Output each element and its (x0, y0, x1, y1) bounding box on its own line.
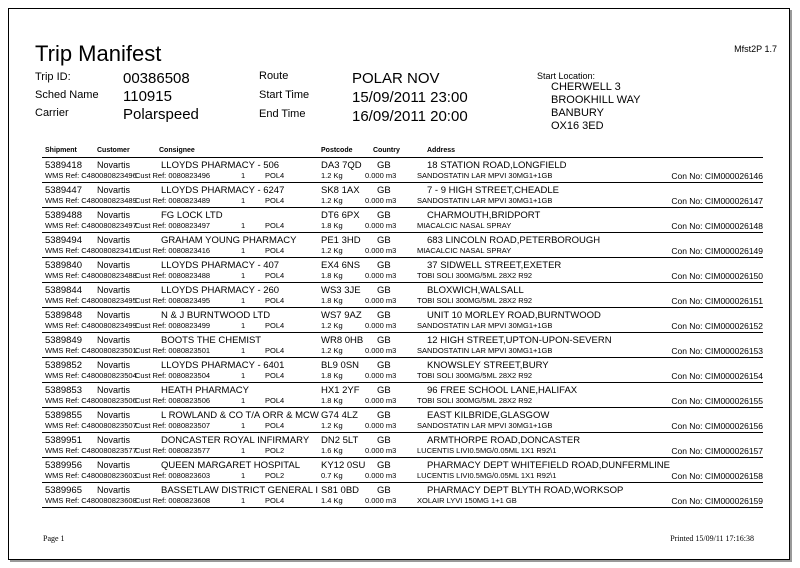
wms-ref-cell: WMS Ref: C480080823506 (45, 396, 137, 405)
weight-cell: 1.8 Kg (321, 396, 343, 405)
shipments-table (42, 144, 763, 508)
table-row (42, 358, 763, 383)
volume-cell: 0.000 m3 (365, 446, 397, 455)
customer-cell: Novartis (97, 360, 131, 370)
wms-ref-cell: WMS Ref: C480080823416 (45, 246, 137, 255)
customer-cell: Novartis (97, 210, 131, 220)
pol-cell: POL4 (265, 346, 285, 355)
pol-cell: POL4 (265, 396, 285, 405)
consignee-cell: GRAHAM YOUNG PHARMACY (161, 235, 297, 246)
country-cell: GB (377, 160, 391, 171)
product-cell: TOBI SOLI 300MG/5ML 28X2 R92 (417, 396, 533, 405)
con-no-cell: Con No: CIM000026149 (671, 246, 763, 256)
pol-cell: POL4 (265, 196, 285, 205)
shipment-cell: 5389848 (45, 310, 82, 321)
customer-cell: Novartis (97, 410, 131, 420)
wms-ref-cell: WMS Ref: C480080823501 (45, 346, 137, 355)
shipment-cell: 5389844 (45, 285, 82, 296)
pol-cell: POL4 (265, 271, 285, 280)
quantity-cell: 1 (241, 396, 246, 405)
consignee-cell: LLOYDS PHARMACY - 260 (161, 285, 280, 296)
quantity-cell: 1 (241, 446, 246, 455)
postcode-cell: S81 0BD (321, 485, 360, 496)
table-row (42, 433, 763, 458)
customer-cell: Novartis (97, 435, 131, 445)
shipment-cell: 5389852 (45, 360, 82, 371)
table-header (42, 144, 763, 158)
wms-ref-cell: WMS Ref: C480080823507 (45, 421, 137, 430)
product-cell: TOBI SOLI 300MG/5ML 28X2 R92 (417, 296, 533, 305)
cust-ref-cell: Cust Ref: 0080823507 (135, 421, 211, 430)
postcode-cell: SK8 1AX (321, 185, 360, 196)
start-time-label: Start Time (259, 89, 310, 101)
con-no-cell: Con No: CIM000026159 (671, 496, 763, 506)
wms-ref-cell: WMS Ref: C480080823495 (45, 296, 137, 305)
table-row (42, 383, 763, 408)
cust-ref-cell: Cust Ref: 0080823506 (135, 396, 211, 405)
con-no-cell: Con No: CIM000026148 (671, 221, 763, 231)
consignee-cell: BASSETLAW DISTRICT GENERAL I (161, 485, 318, 496)
address-cell: 7 - 9 HIGH STREET,CHEADLE (427, 185, 559, 196)
postcode-cell: HX1 2YF (321, 385, 360, 396)
end-time-label: End Time (259, 108, 306, 120)
start-time-value: 15/09/2011 23:00 (352, 89, 468, 106)
start-location-label: Start Location: (537, 71, 596, 81)
shipment-cell: 5389494 (45, 235, 82, 246)
weight-cell: 1.8 Kg (321, 371, 343, 380)
carrier-value: Polarspeed (123, 106, 199, 123)
col-postcode-header: Postcode (321, 147, 353, 154)
customer-cell: Novartis (97, 385, 131, 395)
pol-cell: POL4 (265, 296, 285, 305)
product-cell: TOBI SOLI 300MG/5ML 28X2 R92 (417, 271, 533, 280)
consignee-cell: DONCASTER ROYAL INFIRMARY (161, 435, 310, 446)
wms-ref-cell: WMS Ref: C480080823489 (45, 196, 137, 205)
cust-ref-cell: Cust Ref: 0080823416 (135, 246, 211, 255)
quantity-cell: 1 (241, 171, 246, 180)
wms-ref-cell: WMS Ref: C480080823497 (45, 221, 137, 230)
con-no-cell: Con No: CIM000026150 (671, 271, 763, 281)
cust-ref-cell: Cust Ref: 0080823501 (135, 346, 211, 355)
weight-cell: 1.2 Kg (321, 246, 343, 255)
postcode-cell: EX4 6NS (321, 260, 361, 271)
volume-cell: 0.000 m3 (365, 471, 397, 480)
consignee-cell: N & J BURNTWOOD LTD (161, 310, 271, 321)
country-cell: GB (377, 485, 391, 496)
volume-cell: 0.000 m3 (365, 421, 397, 430)
postcode-cell: DA3 7QD (321, 160, 362, 171)
country-cell: GB (377, 435, 391, 446)
consignee-cell: LLOYDS PHARMACY - 6401 (161, 360, 285, 371)
route-value: POLAR NOV (352, 70, 440, 87)
customer-cell: Novartis (97, 185, 131, 195)
con-no-cell: Con No: CIM000026146 (671, 171, 763, 181)
weight-cell: 1.2 Kg (321, 171, 343, 180)
cust-ref-cell: Cust Ref: 0080823489 (135, 196, 211, 205)
country-cell: GB (377, 210, 391, 221)
printed-timestamp: Printed 15/09/11 17:16:38 (670, 534, 754, 543)
product-cell: SANDOSTATIN LAR MPVI 30MG1+1GB (417, 421, 553, 430)
cust-ref-cell: Cust Ref: 0080823488 (135, 271, 211, 280)
volume-cell: 0.000 m3 (365, 296, 397, 305)
address-cell: CHARMOUTH,BRIDPORT (427, 210, 541, 221)
pol-cell: POL2 (265, 446, 285, 455)
table-row (42, 483, 763, 508)
route-label: Route (259, 70, 289, 82)
con-no-cell: Con No: CIM000026151 (671, 296, 763, 306)
con-no-cell: Con No: CIM000026155 (671, 396, 763, 406)
sched-name-label: Sched Name (35, 89, 99, 101)
country-cell: GB (377, 235, 391, 246)
product-cell: SANDOSTATIN LAR MPVI 30MG1+1GB (417, 171, 553, 180)
cust-ref-cell: Cust Ref: 0080823497 (135, 221, 211, 230)
volume-cell: 0.000 m3 (365, 221, 397, 230)
product-cell: LUCENTIS LIVI0.5MG/0.05ML 1X1 R92\1 (417, 471, 557, 480)
shipment-cell: 5389840 (45, 260, 82, 271)
volume-cell: 0.000 m3 (365, 396, 397, 405)
postcode-cell: WR8 0HB (321, 335, 364, 346)
con-no-cell: Con No: CIM000026156 (671, 421, 763, 431)
weight-cell: 1.8 Kg (321, 296, 343, 305)
weight-cell: 1.6 Kg (321, 446, 343, 455)
address-cell: PHARMACY DEPT WHITEFIELD ROAD,DUNFERMLINE (427, 460, 670, 471)
con-no-cell: Con No: CIM000026157 (671, 446, 763, 456)
consignee-cell: LLOYDS PHARMACY - 407 (161, 260, 280, 271)
product-cell: LUCENTIS LIVI0.5MG/0.05ML 1X1 R92\1 (417, 446, 557, 455)
consignee-cell: QUEEN MARGARET HOSPITAL (161, 460, 301, 471)
postcode-cell: BL9 0SN (321, 360, 360, 371)
weight-cell: 1.8 Kg (321, 271, 343, 280)
volume-cell: 0.000 m3 (365, 321, 397, 330)
product-cell: MIACALCIC NASAL SPRAY (417, 221, 512, 230)
consignee-cell: BOOTS THE CHEMIST (161, 335, 262, 346)
address-cell: ARMTHORPE ROAD,DONCASTER (427, 435, 581, 446)
product-cell: XOLAIR LYVI 150MG 1+1 GB (417, 496, 517, 505)
col-country-header: Country (373, 147, 400, 154)
weight-cell: 0.7 Kg (321, 471, 343, 480)
postcode-cell: WS3 3JE (321, 285, 361, 296)
shipment-cell: 5389447 (45, 185, 82, 196)
volume-cell: 0.000 m3 (365, 171, 397, 180)
pol-cell: POL4 (265, 221, 285, 230)
customer-cell: Novartis (97, 285, 131, 295)
cust-ref-cell: Cust Ref: 0080823577 (135, 446, 211, 455)
wms-ref-cell: WMS Ref: C480080823499 (45, 321, 137, 330)
product-cell: MIACALCIC NASAL SPRAY (417, 246, 512, 255)
table-row (42, 408, 763, 433)
postcode-cell: DT6 6PX (321, 210, 360, 221)
end-time-value: 16/09/2011 20:00 (352, 108, 468, 125)
wms-ref-cell: WMS Ref: C480080823608 (45, 496, 137, 505)
page-number: Page 1 (43, 534, 65, 543)
col-address-header: Address (427, 147, 456, 154)
postcode-cell: PE1 3HD (321, 235, 361, 246)
quantity-cell: 1 (241, 271, 246, 280)
country-cell: GB (377, 410, 391, 421)
cust-ref-cell: Cust Ref: 0080823495 (135, 296, 211, 305)
table-row (42, 183, 763, 208)
quantity-cell: 1 (241, 296, 246, 305)
shipment-cell: 5389488 (45, 210, 82, 221)
address-cell: KNOWSLEY STREET,BURY (427, 360, 549, 371)
country-cell: GB (377, 360, 391, 371)
country-cell: GB (377, 460, 391, 471)
wms-ref-cell: WMS Ref: C480080823577 (45, 446, 137, 455)
cust-ref-cell: Cust Ref: 0080823603 (135, 471, 211, 480)
quantity-cell: 1 (241, 321, 246, 330)
weight-cell: 1.2 Kg (321, 321, 343, 330)
product-cell: SANDOSTATIN LAR MPVI 30MG1+1GB (417, 196, 553, 205)
shipment-cell: 5389956 (45, 460, 82, 471)
con-no-cell: Con No: CIM000026153 (671, 346, 763, 356)
address-cell: 96 FREE SCHOOL LANE,HALIFAX (427, 385, 578, 396)
con-no-cell: Con No: CIM000026154 (671, 371, 763, 381)
address-cell: 18 STATION ROAD,LONGFIELD (427, 160, 567, 171)
quantity-cell: 1 (241, 346, 246, 355)
address-cell: UNIT 10 MORLEY ROAD,BURNTWOOD (427, 310, 601, 321)
quantity-cell: 1 (241, 421, 246, 430)
volume-cell: 0.000 m3 (365, 496, 397, 505)
shipment-cell: 5389853 (45, 385, 82, 396)
quantity-cell: 1 (241, 471, 246, 480)
weight-cell: 1.8 Kg (321, 221, 343, 230)
country-cell: GB (377, 385, 391, 396)
con-no-cell: Con No: CIM000026152 (671, 321, 763, 331)
volume-cell: 0.000 m3 (365, 196, 397, 205)
wms-ref-cell: WMS Ref: C480080823504 (45, 371, 137, 380)
wms-ref-cell: WMS Ref: C480080823488 (45, 271, 137, 280)
pol-cell: POL4 (265, 171, 285, 180)
shipment-cell: 5389849 (45, 335, 82, 346)
postcode-cell: KY12 0SU (321, 460, 366, 471)
address-cell: BLOXWICH,WALSALL (427, 285, 524, 296)
table-body (42, 158, 763, 508)
shipment-cell: 5389855 (45, 410, 82, 421)
postcode-cell: WS7 9AZ (321, 310, 362, 321)
volume-cell: 0.000 m3 (365, 271, 397, 280)
carrier-label: Carrier (35, 107, 69, 119)
col-consignee-header: Consignee (159, 147, 195, 154)
cust-ref-cell: Cust Ref: 0080823499 (135, 321, 211, 330)
pol-cell: POL2 (265, 471, 285, 480)
country-cell: GB (377, 310, 391, 321)
wms-ref-cell: WMS Ref: C480080823603 (45, 471, 137, 480)
address-cell: 37 SIDWELL STREET,EXETER (427, 260, 562, 271)
product-cell: SANDOSTATIN LAR MPVI 30MG1+1GB (417, 321, 553, 330)
trip-id-value: 00386508 (123, 70, 190, 87)
con-no-cell: Con No: CIM000026158 (671, 471, 763, 481)
pol-cell: POL4 (265, 246, 285, 255)
volume-cell: 0.000 m3 (365, 246, 397, 255)
postcode-cell: DN2 5LT (321, 435, 359, 446)
cust-ref-cell: Cust Ref: 0080823608 (135, 496, 211, 505)
con-no-cell: Con No: CIM000026147 (671, 196, 763, 206)
manifest-page (8, 8, 790, 560)
shipment-cell: 5389418 (45, 160, 82, 171)
quantity-cell: 1 (241, 496, 246, 505)
table-row (42, 258, 763, 283)
country-cell: GB (377, 285, 391, 296)
product-cell: TOBI SOLI 300MG/5ML 28X2 R92 (417, 371, 533, 380)
shipment-cell: 5389965 (45, 485, 82, 496)
quantity-cell: 1 (241, 246, 246, 255)
cust-ref-cell: Cust Ref: 0080823496 (135, 171, 211, 180)
quantity-cell: 1 (241, 221, 246, 230)
weight-cell: 1.2 Kg (321, 346, 343, 355)
customer-cell: Novartis (97, 335, 131, 345)
document-title: Trip Manifest (35, 41, 162, 66)
table-row (42, 233, 763, 258)
quantity-cell: 1 (241, 196, 246, 205)
customer-cell: Novartis (97, 310, 131, 320)
consignee-cell: LLOYDS PHARMACY - 6247 (161, 185, 285, 196)
country-cell: GB (377, 260, 391, 271)
customer-cell: Novartis (97, 235, 131, 245)
address-cell: 683 LINCOLN ROAD,PETERBOROUGH (427, 235, 601, 246)
country-cell: GB (377, 335, 391, 346)
pol-cell: POL4 (265, 496, 285, 505)
table-row (42, 333, 763, 358)
col-customer-header: Customer (97, 147, 130, 154)
form-code: Mfst2P 1.7 (734, 44, 777, 54)
customer-cell: Novartis (97, 485, 131, 495)
table-row (42, 158, 763, 183)
weight-cell: 1.2 Kg (321, 196, 343, 205)
weight-cell: 1.4 Kg (321, 496, 343, 505)
table-row (42, 308, 763, 333)
country-cell: GB (377, 185, 391, 196)
sched-name-value: 110915 (123, 88, 172, 105)
table-row (42, 283, 763, 308)
address-cell: 12 HIGH STREET,UPTON-UPON-SEVERN (427, 335, 612, 346)
consignee-cell: HEATH PHARMACY (161, 385, 249, 396)
volume-cell: 0.000 m3 (365, 371, 397, 380)
customer-cell: Novartis (97, 460, 131, 470)
address-cell: EAST KILBRIDE,GLASGOW (427, 410, 550, 421)
consignee-cell: L ROWLAND & CO T/A ORR & MCW (161, 410, 319, 421)
postcode-cell: G74 4LZ (321, 410, 358, 421)
pol-cell: POL4 (265, 321, 285, 330)
start-location-line-3: BANBURY (551, 107, 604, 119)
customer-cell: Novartis (97, 260, 131, 270)
start-location-line-2: BROOKHILL WAY (551, 94, 641, 106)
volume-cell: 0.000 m3 (365, 346, 397, 355)
start-location-line-1: CHERWELL 3 (551, 81, 621, 93)
start-location-line-4: OX16 3ED (551, 120, 604, 132)
cust-ref-cell: Cust Ref: 0080823504 (135, 371, 211, 380)
trip-id-label: Trip ID: (35, 71, 71, 83)
consignee-cell: FG LOCK LTD (161, 210, 223, 221)
quantity-cell: 1 (241, 371, 246, 380)
table-row (42, 458, 763, 483)
pol-cell: POL4 (265, 421, 285, 430)
table-row (42, 208, 763, 233)
shipment-cell: 5389951 (45, 435, 82, 446)
weight-cell: 1.2 Kg (321, 421, 343, 430)
pol-cell: POL4 (265, 371, 285, 380)
address-cell: PHARMACY DEPT BLYTH ROAD,WORKSOP (427, 485, 624, 496)
wms-ref-cell: WMS Ref: C480080823496 (45, 171, 137, 180)
consignee-cell: LLOYDS PHARMACY - 506 (161, 160, 280, 171)
col-shipment-header: Shipment (45, 147, 77, 154)
customer-cell: Novartis (97, 160, 131, 170)
product-cell: SANDOSTATIN LAR MPVI 30MG1+1GB (417, 346, 553, 355)
